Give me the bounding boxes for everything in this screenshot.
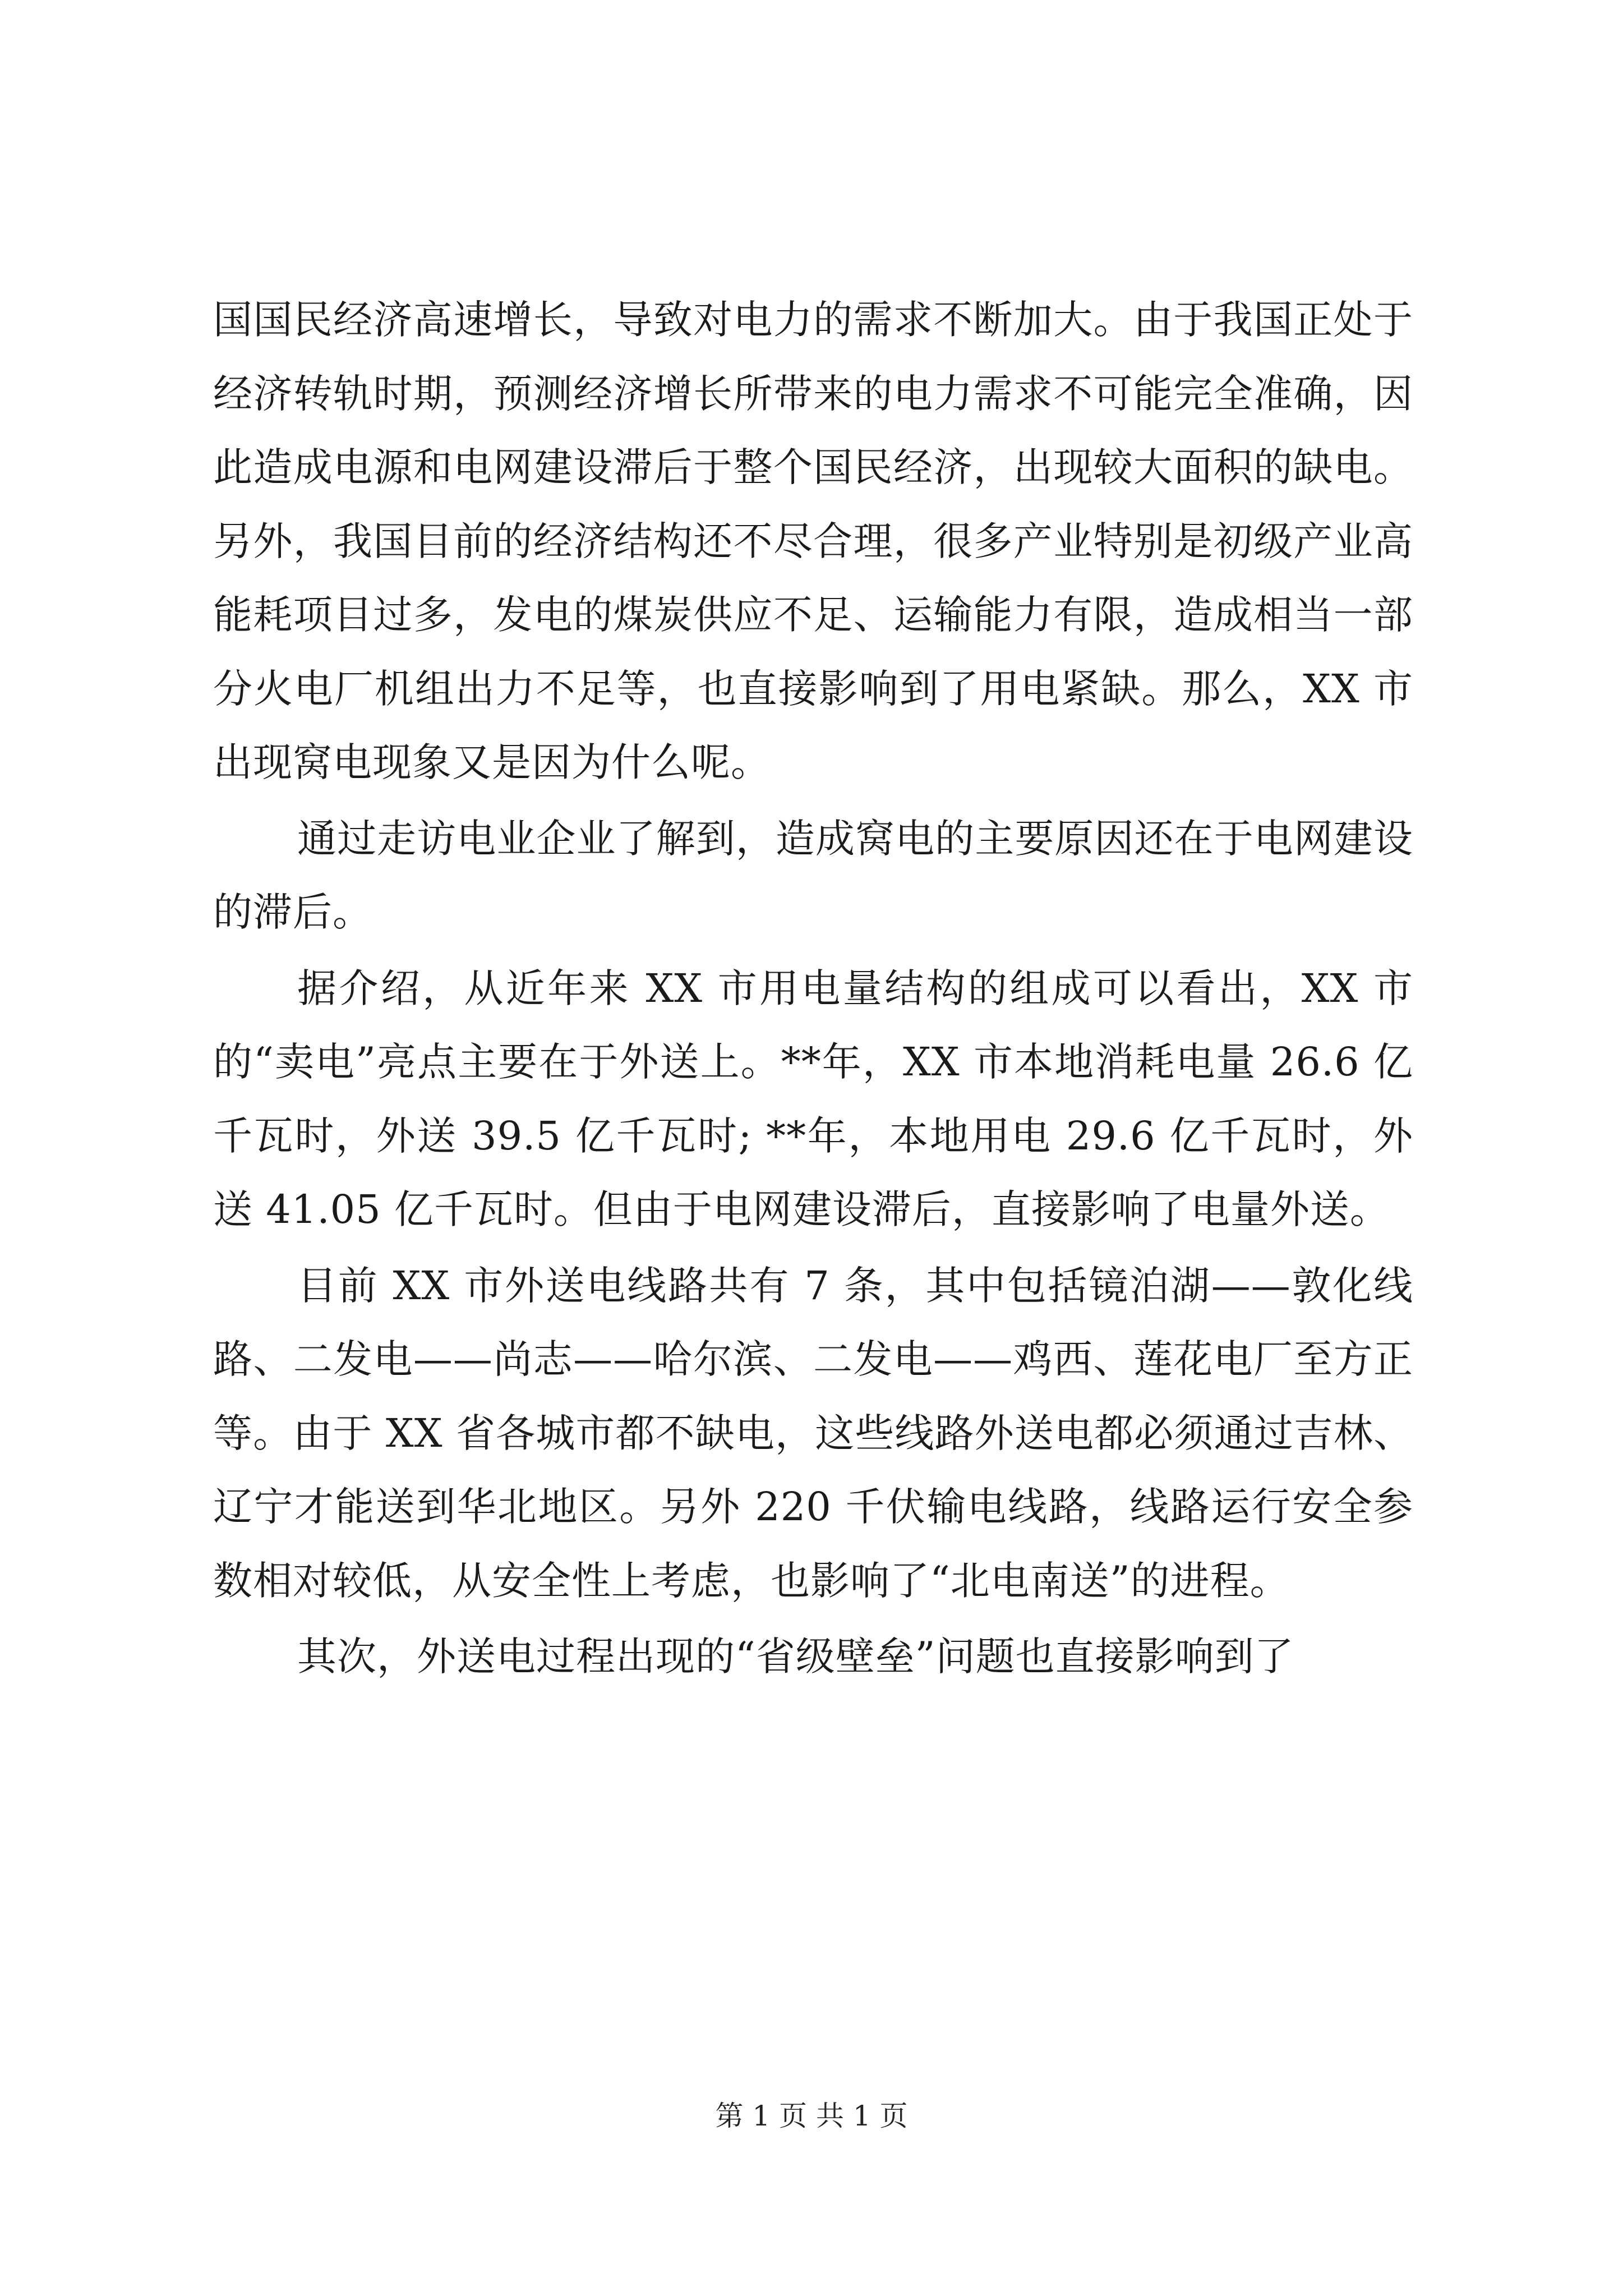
paragraph: 通过走访电业企业了解到，造成窝电的主要原因还在于电网建设的滞后。 <box>213 815 1413 935</box>
paragraph-continued: 国国民经济高速增长，导致对电力的需求不断加大。由于我国正处于经济转轨时期，预测经济增长所带来的电力需求不可能完全准确，因此造成电源和电网建设滞后于整个国民经济，出现较大面积的缺电。另外，我国目前的经济结构还不尽合理，很多产业特别是初级产业高能耗项目过多，发电的煤炭供应不足、运输能力有限，造成相当一部分火电厂机组出力不足等，也直接影响到了用电紧缺。那么，XX 市出现窝电现象又是因为什么呢。 <box>213 297 1413 785</box>
paragraph: 目前 XX 市外送电线路共有 7 条，其中包括镜泊湖——敦化线路、二发电——尚志——哈尔滨、二发电——鸡西、莲花电厂至方正等。由于 XX 省各城市都不缺电，这些线路外送电都必须通过吉林、辽宁才能送到华北地区。另外 220 千伏输电线路，线路运行安全参数相对较低，从安全性上考虑，也影响了“北电南送”的进程。 <box>213 1262 1413 1604</box>
page-footer: 第 1 页 共 1 页 <box>715 2100 908 2132</box>
document-body <box>213 283 1413 1696</box>
paragraph: 其次，外送电过程出现的“省级壁垒”问题也直接影响到了 <box>297 1634 1294 1680</box>
paragraph: 据介绍，从近年来 XX 市用电量结构的组成可以看出，XX 市的“卖电”亮点主要在于外送上。**年，XX 市本地消耗电量 26.6 亿千瓦时，外送 39.5 亿千瓦时; **年，本地用电 29.6 亿千瓦时，外送 41.05 亿千瓦时。但由于电网建设滞后，直接影响了电量外送。 <box>213 965 1413 1232</box>
